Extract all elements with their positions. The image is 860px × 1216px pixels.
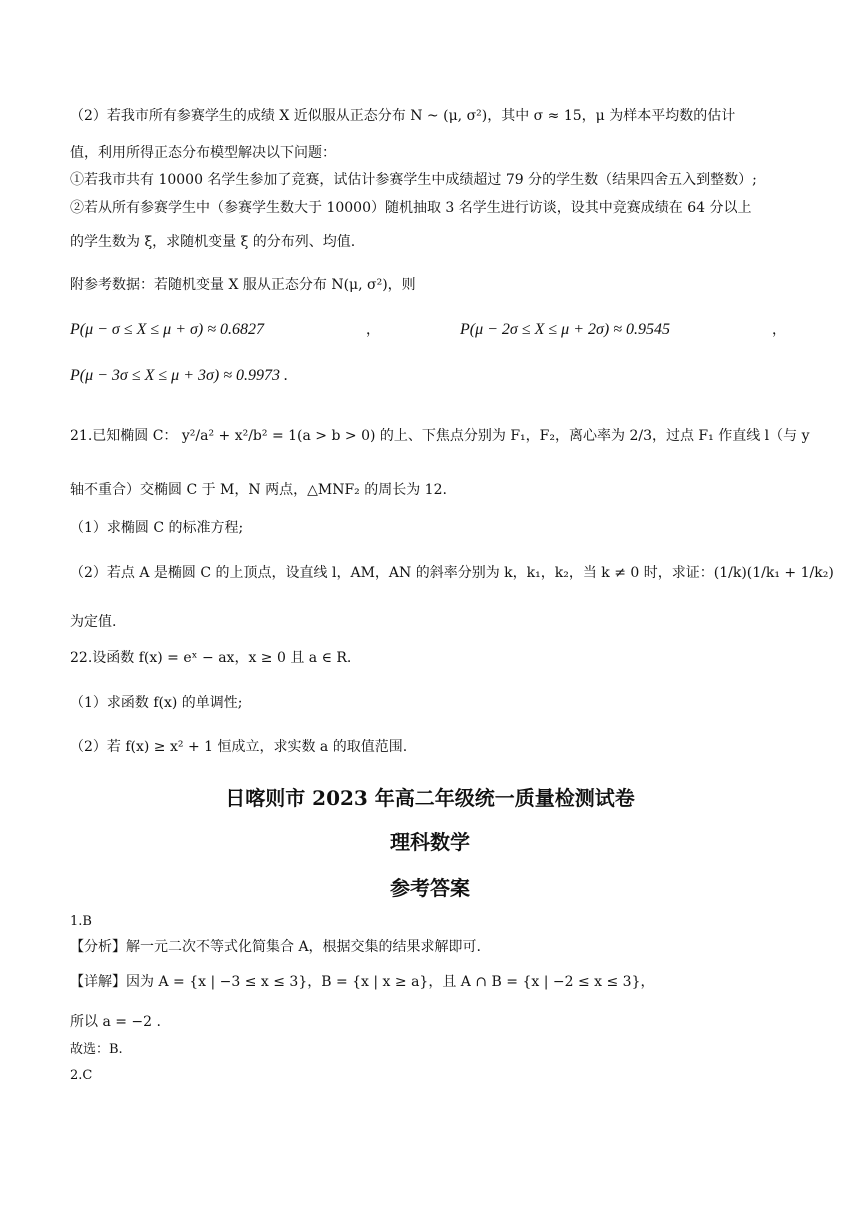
- q20-item2-cont: 的学生数为 ξ，求随机变量 ξ 的分布列、均值.: [70, 234, 356, 250]
- q22-part2: （2）若 f(x) ≥ x² + 1 恒成立，求实数 a 的取值范围.: [70, 739, 408, 755]
- q20-comma-2: ，: [772, 322, 786, 338]
- answers-title: 参考答案: [390, 876, 470, 900]
- q20-comma-1: ，: [366, 322, 380, 338]
- q21-part2: （2）若点 A 是椭圆 C 的上顶点，设直线 l，AM，AN 的斜率分别为 k，k₁，k₂，当 k ≠ 0 时，求证：(1/k)(1/k₁ + 1/k₂): [70, 565, 834, 581]
- q22-stem: 22.设函数 f(x) = eˣ − ax，x ≥ 0 且 a ∈ R.: [70, 650, 352, 666]
- q20-item2: ②若从所有参赛学生中（参赛学生数大于 10000）随机抽取 3 名学生进行访谈，设其中竞赛成绩在 64 分以上: [70, 200, 752, 216]
- q20-prob-1sigma: P(μ − σ ≤ X ≤ μ + σ) ≈ 0.6827: [70, 321, 264, 338]
- q21-stem: 21.已知椭圆 C： y²/a² + x²/b² = 1(a > b > 0) 的上、下焦点分别为 F₁，F₂，离心率为 2/3，过点 F₁ 作直线 l（与 y: [70, 428, 810, 444]
- document-title: 日喀则市 2023 年高二年级统一质量检测试卷: [225, 786, 635, 810]
- q20-part2: （2）若我市所有参赛学生的成绩 X 近似服从正态分布 N ~ (μ, σ²)，其中 σ ≈ 15，μ 为样本平均数的估计: [70, 108, 736, 124]
- answer-1-result: 所以 a = −2 .: [70, 1014, 161, 1030]
- q21-stem-cont: 轴不重合）交椭圆 C 于 M，N 两点，△MNF₂ 的周长为 12.: [70, 482, 447, 498]
- q21-part1: （1）求椭圆 C 的标准方程;: [70, 520, 244, 536]
- answer-1-choice: 故选：B.: [70, 1042, 123, 1057]
- answer-1-label: 1.B: [70, 914, 92, 929]
- q20-item1: ①若我市共有 10000 名学生参加了竞赛，试估计参赛学生中成绩超过 79 分的学生数（结果四舍五入到整数）;: [70, 172, 757, 188]
- q22-part1: （1）求函数 f(x) 的单调性;: [70, 695, 243, 711]
- q20-prob-3sigma: P(μ − 3σ ≤ X ≤ μ + 3σ) ≈ 0.9973 .: [70, 367, 288, 384]
- q20-reference: 附参考数据：若随机变量 X 服从正态分布 N(μ, σ²)，则: [70, 277, 416, 293]
- q21-part2-cont: 为定值.: [70, 614, 117, 630]
- answer-1-analysis: 【分析】解一元二次不等式化简集合 A，根据交集的结果求解即可.: [70, 939, 482, 955]
- subject-title: 理科数学: [390, 830, 470, 854]
- q20-prob-2sigma: P(μ − 2σ ≤ X ≤ μ + 2σ) ≈ 0.9545: [460, 321, 670, 338]
- q20-part2-cont: 值，利用所得正态分布模型解决以下问题：: [70, 145, 336, 161]
- answer-2-label: 2.C: [70, 1068, 93, 1083]
- answer-1-detail: 【详解】因为 A = {x | −3 ≤ x ≤ 3}，B = {x | x ≥ a}，且 A ∩ B = {x | −2 ≤ x ≤ 3}，: [70, 974, 655, 990]
